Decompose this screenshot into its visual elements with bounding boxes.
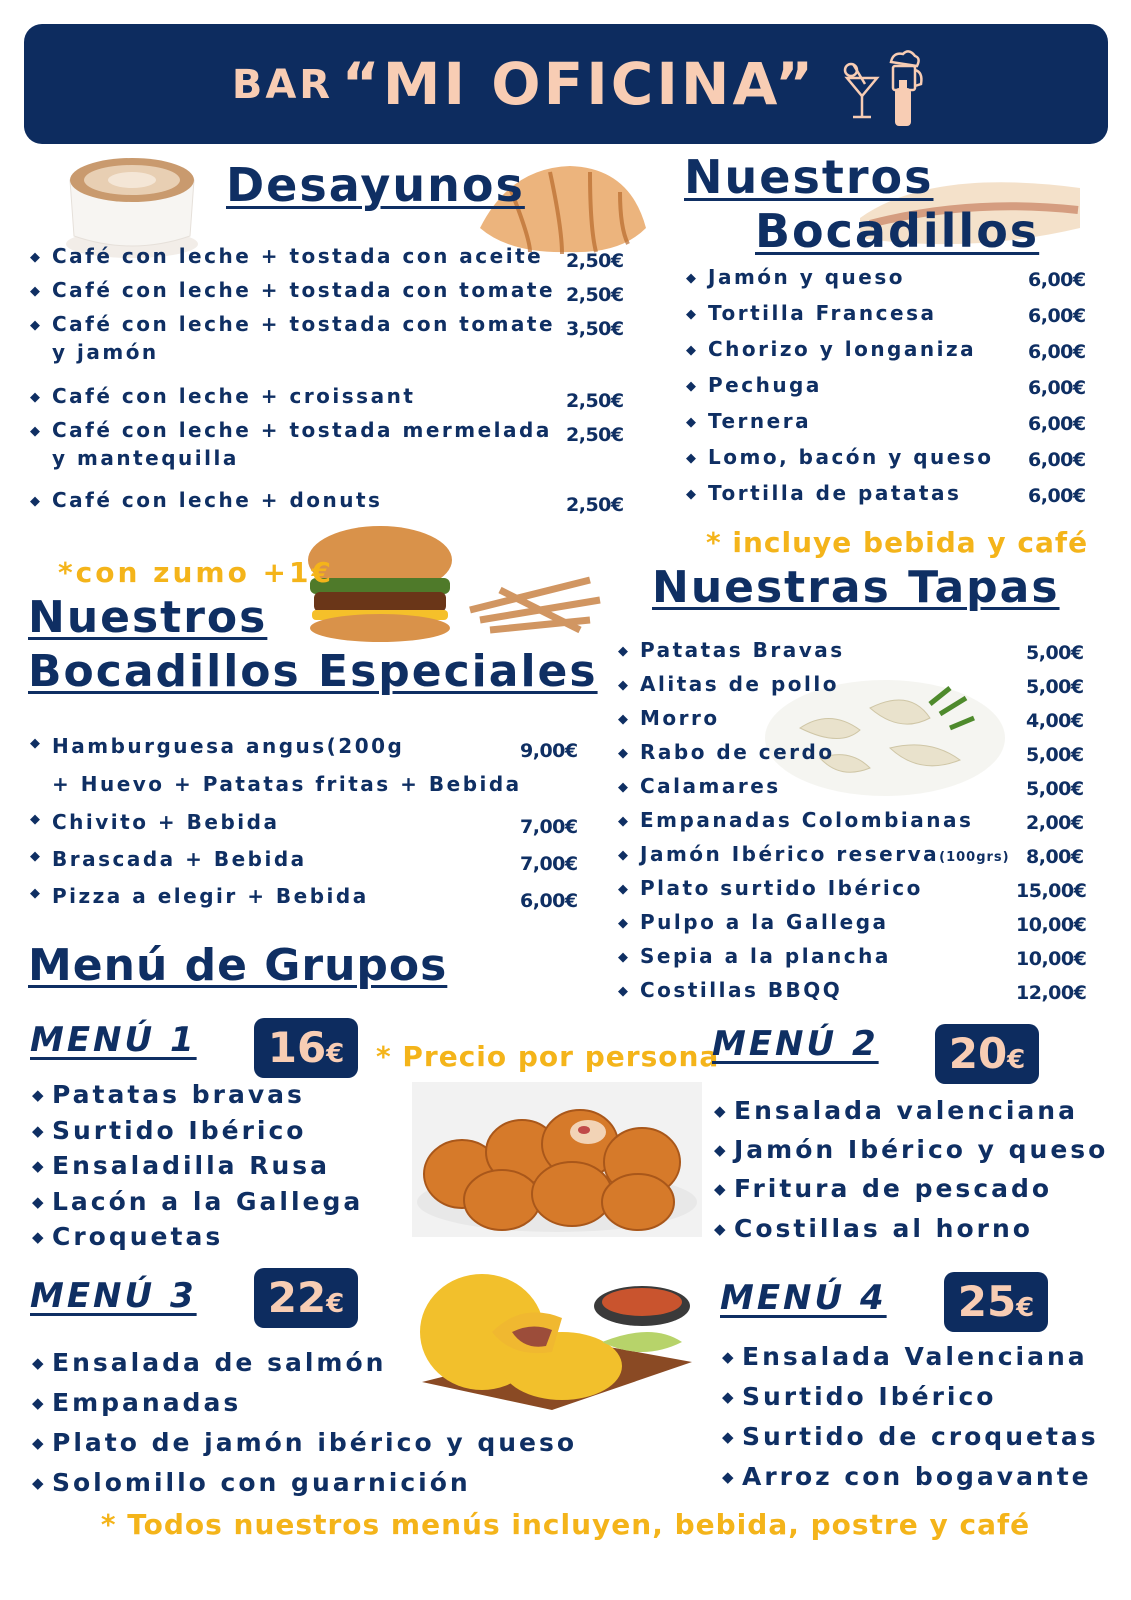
- item-price: 2,00€: [1026, 812, 1084, 834]
- list-item: ◆ Chivito + Bebida: [30, 810, 280, 834]
- item-price: 9,00€: [520, 740, 578, 762]
- list-item: ◆ Jamón y queso: [686, 265, 905, 289]
- list-item: ◆ Ensalada valenciana: [714, 1096, 1078, 1125]
- menu-4-price-badge: 25€: [944, 1272, 1048, 1332]
- item-price: 6,00€: [1028, 269, 1086, 291]
- list-item: ◆ Croquetas: [32, 1222, 224, 1251]
- precio-por-persona-note: * Precio por persona: [376, 1040, 720, 1073]
- list-item: ◆ Rabo de cerdo: [618, 740, 835, 764]
- item-price: 10,00€: [1016, 948, 1087, 970]
- list-item: ◆ Solomillo con guarnición: [32, 1468, 471, 1497]
- especiales-heading-line2: Bocadillos Especiales: [28, 646, 598, 697]
- menu-4-title: MENÚ 4: [720, 1278, 887, 1318]
- list-item-continuation: + Huevo + Patatas fritas + Bebida: [52, 772, 522, 796]
- list-item: ◆ Patatas bravas: [32, 1080, 305, 1109]
- bocadillos-heading-line1: Nuestros: [684, 150, 934, 204]
- item-price: 2,50€: [566, 390, 624, 412]
- list-item: ◆ Pechuga: [686, 373, 822, 397]
- menu-3-title: MENÚ 3: [30, 1276, 197, 1316]
- item-price: 6,00€: [1028, 413, 1086, 435]
- burger-photo: [290, 520, 610, 650]
- list-item: ◆ Surtido Ibérico: [32, 1116, 307, 1145]
- list-item: ◆ Café con leche + tostada con tomate: [30, 312, 556, 336]
- list-item: ◆ Fritura de pescado: [714, 1174, 1053, 1203]
- bocadillos-heading-line2: Bocadillos: [755, 204, 1040, 258]
- list-item: ◆ Surtido de croquetas: [722, 1422, 1099, 1451]
- item-price: 6,00€: [520, 890, 578, 912]
- list-item: ◆ Brascada + Bebida: [30, 847, 307, 871]
- cocktail-beer-icon: [839, 44, 925, 130]
- menu-1-price-badge: 16€: [254, 1018, 358, 1078]
- item-price: 6,00€: [1028, 377, 1086, 399]
- list-item: ◆ Empanadas Colombianas: [618, 808, 974, 832]
- bar-name: “MI OFICINA”: [341, 50, 817, 118]
- item-price: 12,00€: [1016, 982, 1087, 1004]
- list-item: ◆ Pizza a elegir + Bebida: [30, 884, 369, 908]
- list-item: ◆ Alitas de pollo: [618, 672, 839, 696]
- list-item: ◆ Surtido Ibérico: [722, 1382, 997, 1411]
- list-item: ◆ Plato de jamón ibérico y queso: [32, 1428, 578, 1457]
- list-item: ◆ Morro: [618, 706, 720, 730]
- item-price: 7,00€: [520, 816, 578, 838]
- empanadas-photo: [412, 1262, 697, 1412]
- list-item: ◆ Café con leche + tostada con aceite: [30, 244, 544, 268]
- item-price: 4,00€: [1026, 710, 1084, 732]
- grupos-heading: Menú de Grupos: [28, 940, 448, 991]
- list-item: ◆ Tortilla Francesa: [686, 301, 937, 325]
- header-banner: [24, 24, 1108, 144]
- footer-note: * Todos nuestros menús incluyen, bebida, postre y café: [100, 1508, 1031, 1541]
- item-price: 3,50€: [566, 318, 624, 340]
- list-item: ◆ Plato surtido Ibérico: [618, 876, 923, 900]
- list-item: ◆ Ensaladilla Rusa: [32, 1151, 331, 1180]
- item-price: 7,00€: [520, 853, 578, 875]
- list-item-continuation: y mantequilla: [52, 446, 239, 470]
- item-price: 6,00€: [1028, 305, 1086, 327]
- list-item: ◆ Café con leche + donuts: [30, 488, 383, 512]
- item-price: 5,00€: [1026, 642, 1084, 664]
- list-item: ◆ Sepia a la plancha: [618, 944, 891, 968]
- list-item: ◆ Lacón a la Gallega: [32, 1187, 364, 1216]
- bebida-note: * incluye bebida y café: [706, 526, 1089, 559]
- item-price: 15,00€: [1016, 880, 1087, 902]
- menu-2-title: MENÚ 2: [712, 1024, 879, 1064]
- list-item: ◆ Arroz con bogavante: [722, 1462, 1092, 1491]
- list-item: ◆ Jamón Ibérico reserva(100grs): [618, 842, 1010, 866]
- weight-note: (100grs): [939, 850, 1010, 865]
- item-price: 5,00€: [1026, 676, 1084, 698]
- list-item-continuation: y jamón: [52, 340, 159, 364]
- item-price: 10,00€: [1016, 914, 1087, 936]
- tapas-heading: Nuestras Tapas: [652, 562, 1060, 613]
- list-item: ◆ Patatas Bravas: [618, 638, 845, 662]
- list-item: ◆ Costillas BBQQ: [618, 978, 843, 1002]
- menu-1-title: MENÚ 1: [30, 1020, 197, 1060]
- list-item: ◆ Chorizo y longaniza: [686, 337, 977, 361]
- list-item: ◆ Calamares: [618, 774, 781, 798]
- list-item: ◆ Costillas al horno: [714, 1214, 1033, 1243]
- list-item: ◆ Empanadas: [32, 1388, 242, 1417]
- list-item: ◆ Pulpo a la Gallega: [618, 910, 889, 934]
- list-item: ◆ Tortilla de patatas: [686, 481, 962, 505]
- especiales-heading-line1: Nuestros: [28, 592, 268, 643]
- list-item: ◆ Café con leche + tostada con tomate: [30, 278, 556, 302]
- item-price: 6,00€: [1028, 485, 1086, 507]
- list-item: ◆ Hamburguesa angus(200g: [30, 734, 405, 758]
- item-price: 2,50€: [566, 494, 624, 516]
- zumo-note: *con zumo +1€: [58, 556, 334, 589]
- list-item: ◆ Ensalada de salmón: [32, 1348, 387, 1377]
- item-price: 5,00€: [1026, 778, 1084, 800]
- item-price: 2,50€: [566, 284, 624, 306]
- menu-2-price-badge: 20€: [935, 1024, 1039, 1084]
- list-item: ◆ Jamón Ibérico y queso: [714, 1135, 1109, 1164]
- item-price: 6,00€: [1028, 449, 1086, 471]
- list-item: ◆ Café con leche + croissant: [30, 384, 416, 408]
- desayunos-heading: Desayunos: [226, 158, 525, 212]
- croquetas-photo: [412, 1082, 702, 1237]
- item-price: 2,50€: [566, 424, 624, 446]
- bar-prefix: BAR: [231, 62, 334, 108]
- list-item: ◆ Lomo, bacón y queso: [686, 445, 994, 469]
- item-price: 6,00€: [1028, 341, 1086, 363]
- list-item: ◆ Ensalada Valenciana: [722, 1342, 1088, 1371]
- list-item: ◆ Café con leche + tostada mermelada: [30, 418, 552, 442]
- item-price: 2,50€: [566, 250, 624, 272]
- item-price: 5,00€: [1026, 744, 1084, 766]
- item-price: 8,00€: [1026, 846, 1084, 868]
- menu-3-price-badge: 22€: [254, 1268, 358, 1328]
- list-item: ◆ Ternera: [686, 409, 812, 433]
